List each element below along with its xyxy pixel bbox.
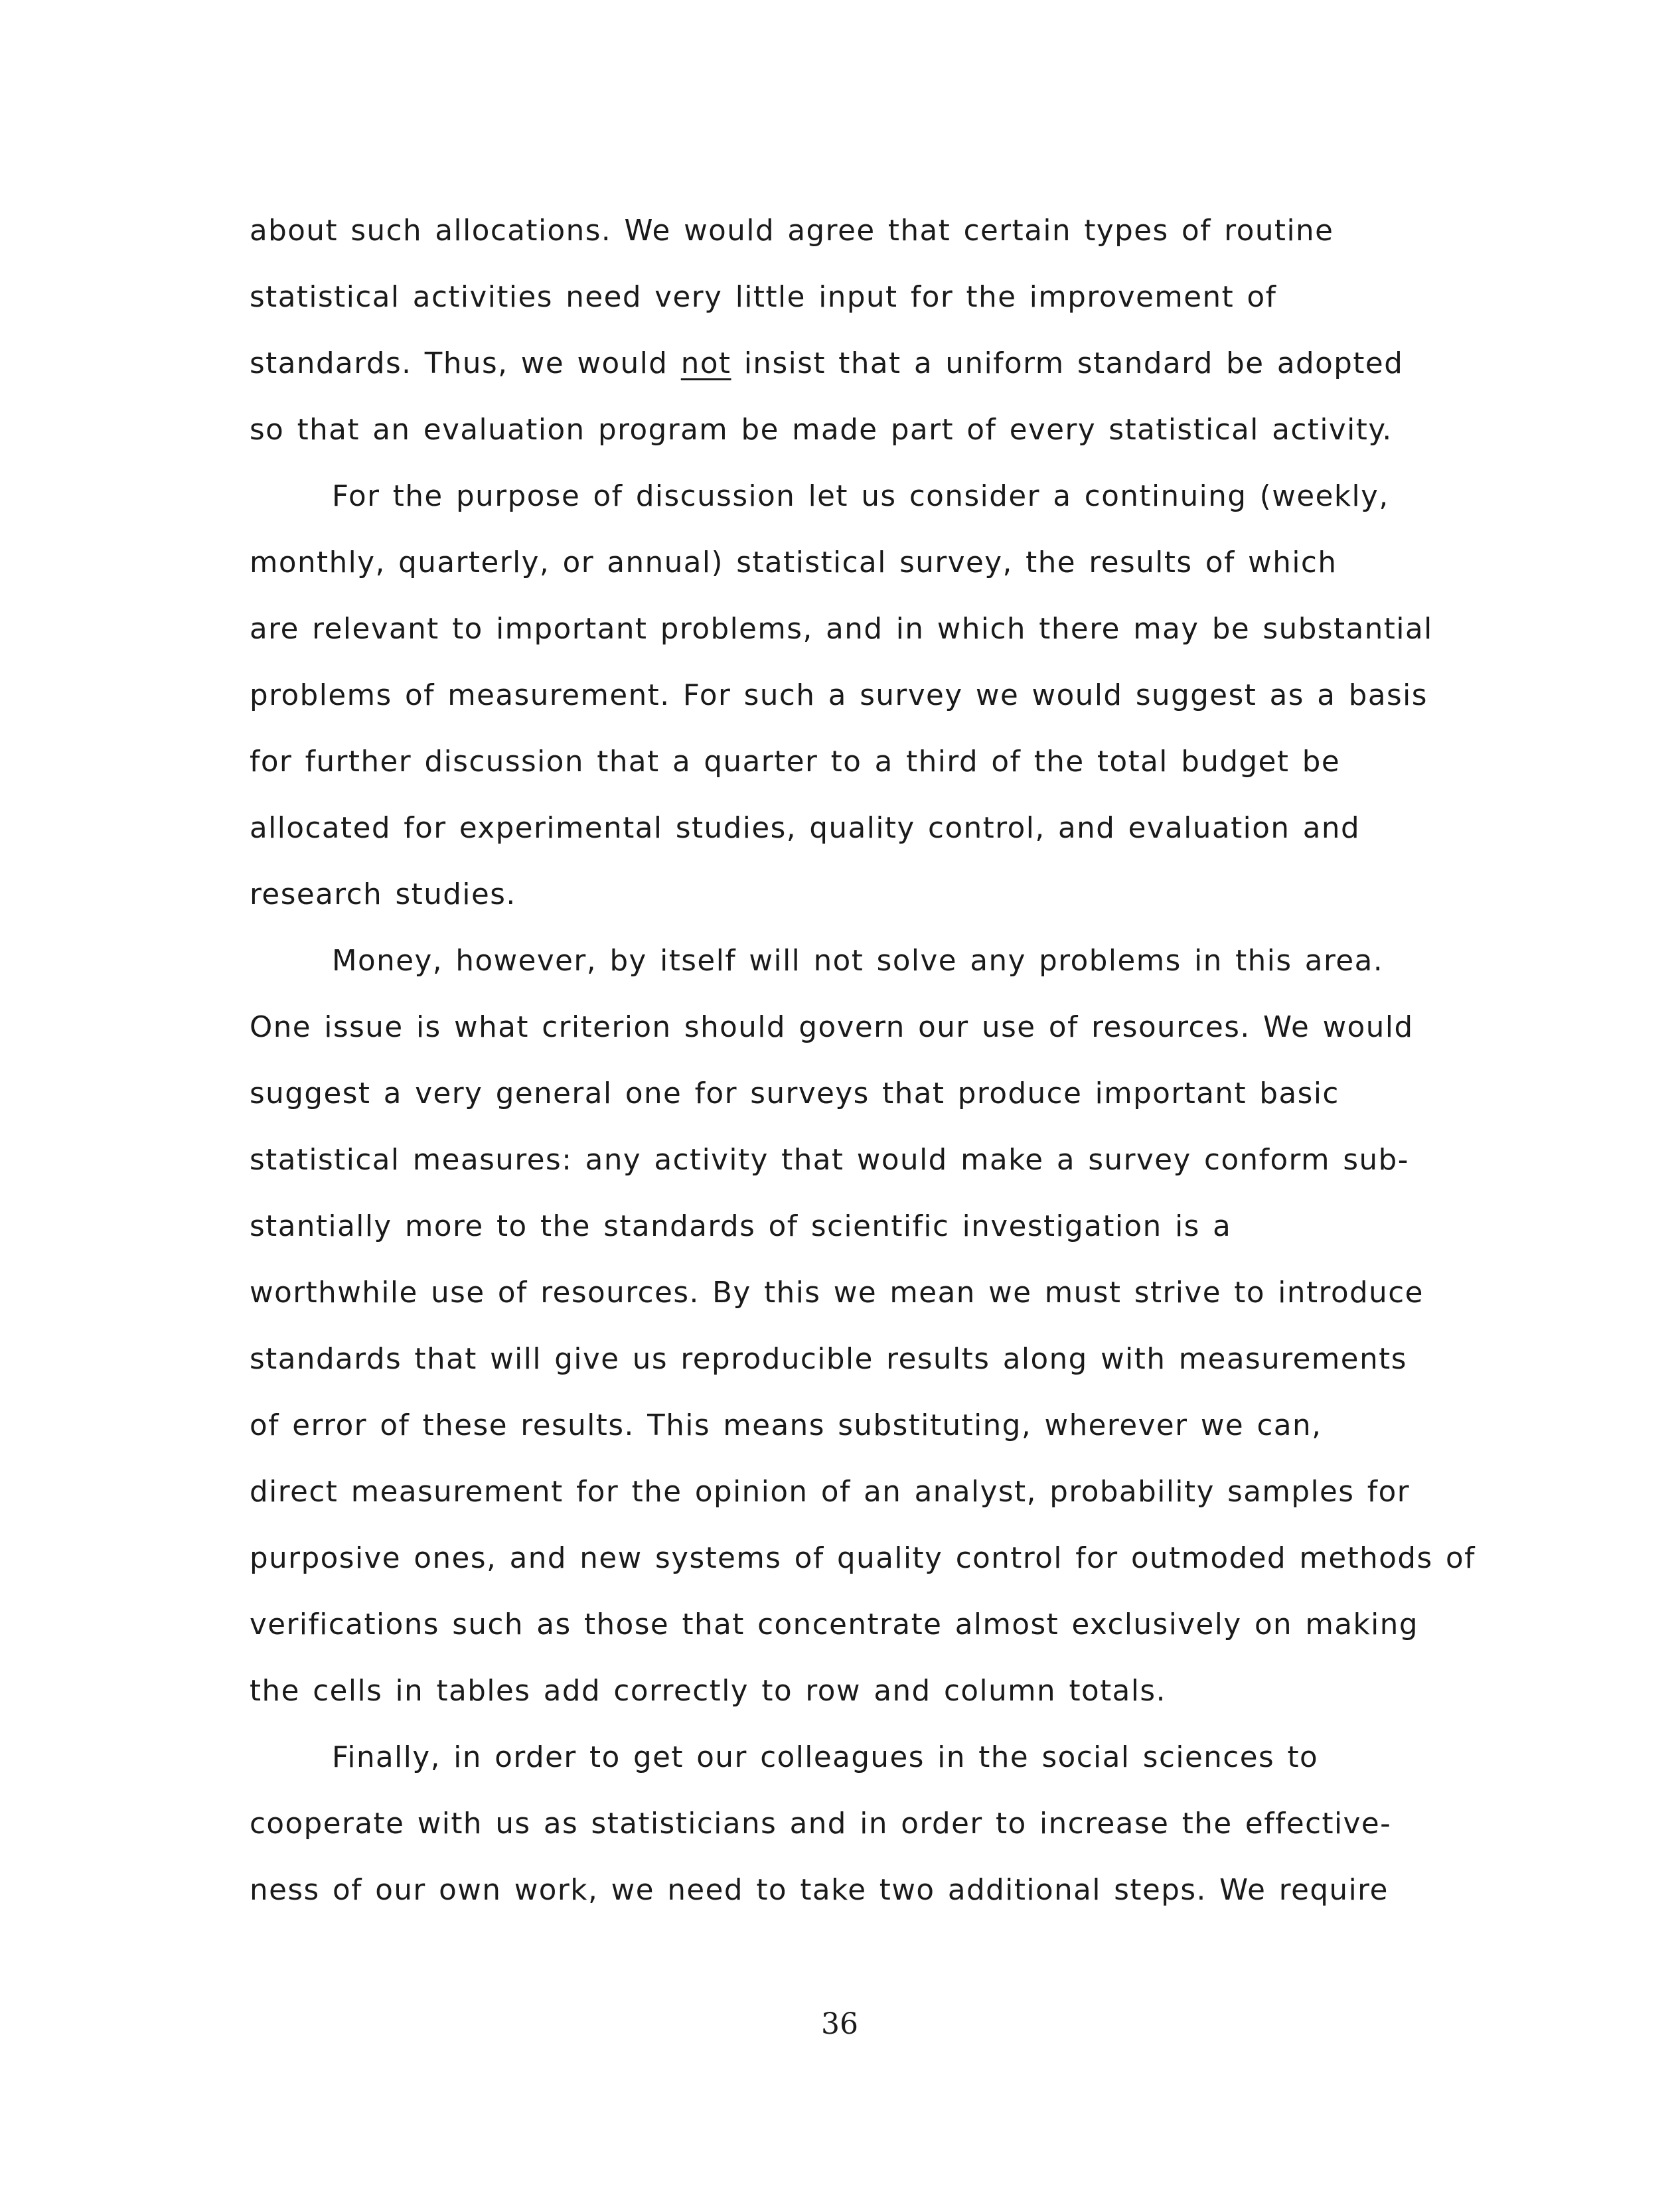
page-number: 36 bbox=[821, 2007, 858, 2041]
text-line: are relevant to important problems, and in which there may be substantial bbox=[250, 613, 1433, 646]
paragraph-first-line: For the purpose of discussion let us consider a continuing (weekly, bbox=[332, 480, 1389, 513]
text-line: stantially more to the standards of scientific investigation is a bbox=[250, 1210, 1232, 1243]
text-line: verifications such as those that concentrate almost exclusively on making bbox=[250, 1608, 1418, 1641]
text-line: the cells in tables add correctly to row and column totals. bbox=[250, 1675, 1166, 1708]
text-line: purposive ones, and new systems of quality control for outmoded methods of bbox=[250, 1542, 1476, 1575]
text-line: research studies. bbox=[250, 878, 516, 911]
text-span: standards. Thus, we would bbox=[250, 347, 681, 380]
text-line: monthly, quarterly, or annual) statistical survey, the results of which bbox=[250, 546, 1337, 579]
text-line: of error of these results. This means substituting, wherever we can, bbox=[250, 1409, 1322, 1442]
text-line: for further discussion that a quarter to a third of the total budget be bbox=[250, 745, 1341, 779]
text-span: insist that a uniform standard be adopted bbox=[731, 347, 1404, 380]
text-line: statistical activities need very little input for the improvement of bbox=[250, 281, 1277, 314]
text-line: about such allocations. We would agree that certain types of routine bbox=[250, 214, 1334, 248]
text-line: so that an evaluation program be made part of every statistical activity. bbox=[250, 414, 1393, 447]
text-line: direct measurement for the opinion of an analyst, probability samples for bbox=[250, 1475, 1411, 1509]
emphasized-word: not bbox=[680, 347, 731, 380]
text-line bbox=[250, 340, 1478, 406]
text-line: allocated for experimental studies, quality control, and evaluation and bbox=[250, 812, 1361, 845]
text-line: problems of measurement. For such a survey we would suggest as a basis bbox=[250, 679, 1428, 712]
text-line: suggest a very general one for surveys that produce important basic bbox=[250, 1077, 1339, 1110]
paragraph-first-line: Money, however, by itself will not solve any problems in this area. bbox=[332, 944, 1384, 978]
text-line: ness of our own work, we need to take two additional steps. We require bbox=[250, 1874, 1389, 1907]
paragraph-first-line: Finally, in order to get our colleagues in the social sciences to bbox=[332, 1741, 1319, 1774]
text-line: One issue is what criterion should govern our use of resources. We would bbox=[250, 1011, 1414, 1044]
text-line: standards that will give us reproducible results along with measurements bbox=[250, 1343, 1407, 1376]
text-line: worthwhile use of resources. By this we mean we must strive to introduce bbox=[250, 1276, 1424, 1310]
text-line: cooperate with us as statisticians and in order to increase the effective- bbox=[250, 1807, 1392, 1841]
text-line: statistical measures: any activity that would make a survey conform sub- bbox=[250, 1144, 1409, 1177]
body-text bbox=[250, 207, 1478, 1933]
